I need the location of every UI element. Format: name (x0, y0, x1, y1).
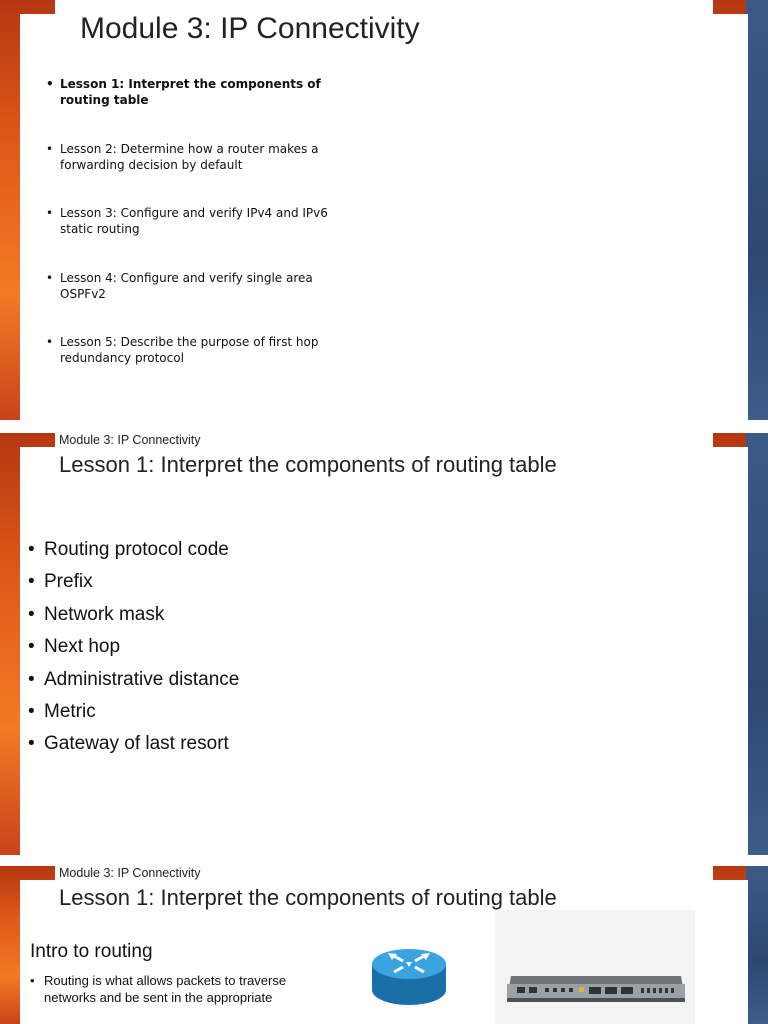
list-item: • Metric (28, 699, 239, 731)
lesson-title: Lesson 1: Interpret the components of routing table (59, 452, 557, 477)
list-item: • Administrative distance (28, 667, 239, 699)
lesson-item: • Lesson 1: Interpret the components of routing table (44, 76, 354, 141)
list-item: • Prefix (28, 569, 239, 601)
slide-intro-to-routing (0, 866, 768, 1024)
slide-right-bar (746, 433, 768, 855)
module-label: Module 3: IP Connectivity (59, 433, 201, 447)
lesson-item: • Lesson 4: Configure and verify single area OSPFv2 (44, 270, 354, 335)
router-icon (370, 946, 448, 1008)
slide-lesson-1-components (0, 433, 768, 855)
slide-content-panel (20, 14, 748, 420)
router-hardware-icon (505, 970, 687, 1006)
lesson-title: Lesson 1: Interpret the components of routing table (59, 885, 557, 910)
router-photo-background (495, 910, 695, 1024)
slide-right-bar (746, 0, 768, 420)
list-item: • Next hop (28, 634, 239, 666)
lesson-item: • Lesson 2: Determine how a router makes a forwarding decision by default (44, 141, 354, 206)
section-heading: Intro to routing (30, 941, 153, 962)
list-item: • Routing protocol code (28, 537, 239, 569)
list-item: • Network mask (28, 602, 239, 634)
module-title: Module 3: IP Connectivity (80, 12, 420, 45)
list-item: • Gateway of last resort (28, 731, 239, 763)
lesson-item: • Lesson 5: Describe the purpose of first hop redundancy protocol (44, 334, 354, 399)
intro-list (30, 972, 300, 1006)
module-label: Module 3: IP Connectivity (59, 866, 201, 880)
list-item: • Routing is what allows packets to traverse networks and be sent in the appropriate (30, 972, 300, 1006)
component-list (28, 537, 239, 764)
lesson-item: • Lesson 3: Configure and verify IPv4 and IPv6 static routing (44, 205, 354, 270)
slide-right-bar (746, 866, 768, 1024)
slide-module-overview (0, 0, 768, 420)
lesson-list (44, 76, 354, 399)
